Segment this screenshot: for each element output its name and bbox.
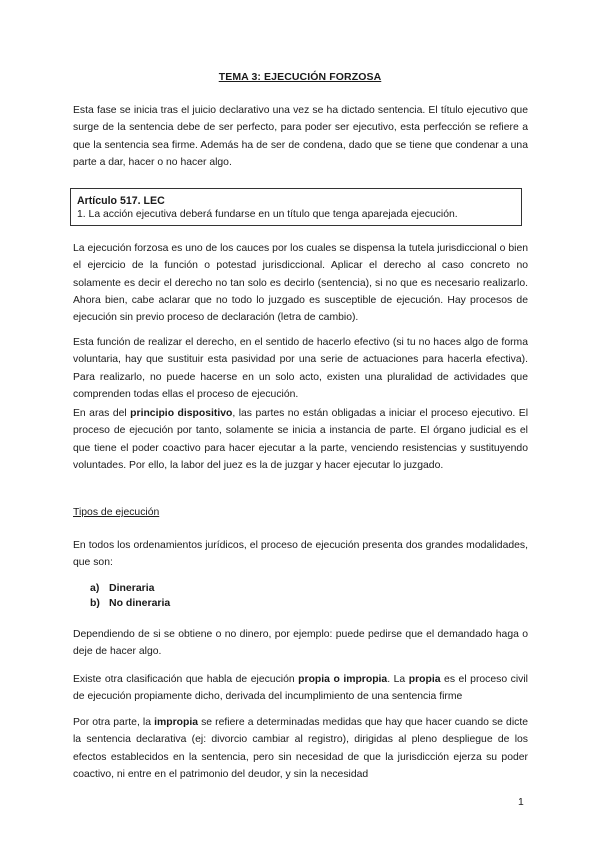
- paragraph-7: [73, 714, 528, 783]
- principio-dispositivo-term: principio dispositivo: [130, 408, 233, 419]
- paragraph-7-text-a: Por otra parte, la: [73, 717, 155, 728]
- section-heading-tipos: Tipos de ejecución: [73, 507, 160, 518]
- paragraph-3: [73, 405, 528, 474]
- paragraph-2: Esta función de realizar el derecho, en el sentido de hacerlo efectivo (si tu no haces algo de forma voluntaria, hay que sustituir esta pasividad por una serie de actuaciones para hacerla efectiva). Para realizarlo, no puede hacerse en un solo acto, existen una pluralidad de actividades que comprenden todas ellas el proceso de ejecución.: [73, 337, 528, 400]
- list-marker: a): [90, 582, 100, 594]
- paragraph-3-text-a: En aras del: [73, 408, 131, 419]
- propia-term: propia: [408, 674, 441, 685]
- page-title: TEMA 3: EJECUCIÓN FORZOSA: [218, 71, 382, 83]
- list-item-text: No dineraria: [109, 597, 171, 609]
- paragraph-6-text-b: . La: [387, 674, 409, 685]
- list-marker: b): [90, 597, 100, 609]
- paragraph-6-text-c: es el proceso civil de ejecución propiamente dicho, derivada del incumplimiento de una sentencia firme: [73, 674, 528, 703]
- article-title: Artículo 517. LEC: [77, 195, 165, 207]
- intro-paragraph: Esta fase se inicia tras el juicio declarativo una vez se ha dictado sentencia. El título ejecutivo que surge de la sentencia debe de ser perfecto, para poder ser ejecutivo, esta perfección se refiere a que la sentencia sea firme. Además ha de ser de condena, dado que se tiene que condenar a una parte a dar, hacer o no hacer algo.: [73, 105, 528, 168]
- list-item-text: Dineraria: [109, 582, 155, 594]
- paragraph-3-text-b: , las partes no están obligadas a iniciar el proceso ejecutivo. El proceso de ejecución por tanto, solamente se inicia a instancia de parte. El órgano judicial es el que tiene el poder coactivo para hacer ejecutar a la parte, venciendo resistencias y sustituyendo voluntades. Por ello, la labor del juez es la de juzgar y hacer ejecutar lo juzgado.: [73, 408, 529, 471]
- list-item: [90, 581, 170, 596]
- paragraph-7-text-b: se refiere a determinadas medidas que hay que hacer cuando se dicte la sentencia declarativa (ej: divorcio cambiar al registro), dirigidas al pleno despliegue de los efectos establecidos en la sentencia, pero sin necesidad de que la jurisdicción ejerza su poder coactivo, ni entre en el patrimonio del deudor, y sin la necesidad: [73, 717, 528, 780]
- page-number: 1: [518, 797, 524, 808]
- paragraph-6-text-a: Existe otra clasificación que habla de ejecución: [73, 674, 299, 685]
- paragraph-4: En todos los ordenamientos jurídicos, el proceso de ejecución presenta dos grandes modalidades, que son:: [73, 540, 528, 569]
- article-box: [70, 188, 522, 226]
- paragraph-1: La ejecución forzosa es uno de los cauces por los cuales se dispensa la tutela jurisdiccional o bien el ejercicio de la función o potestad jurisdiccional. Aplicar el derecho al caso concreto no solamente es decir el derecho no tan solo es decirlo (sentencia), si no que es necesario realizarlo. Ahora bien, cabe aclarar que no todo lo juzgado es susceptible de ejecución. Hay procesos de ejecución sin previo proceso de declaración (letra de cambio).: [73, 243, 528, 324]
- article-text: 1. La acción ejecutiva deberá fundarse en un título que tenga aparejada ejecución.: [77, 209, 458, 220]
- list-item: [90, 596, 170, 611]
- impropia-term: impropia: [154, 717, 198, 728]
- paragraph-6: [73, 671, 528, 706]
- propia-impropia-term: propia o impropia: [298, 674, 388, 685]
- modalities-list: [90, 581, 170, 611]
- paragraph-5: Dependiendo de si se obtiene o no dinero, por ejemplo: puede pedirse que el demandado haga o deje de hacer algo.: [73, 629, 528, 658]
